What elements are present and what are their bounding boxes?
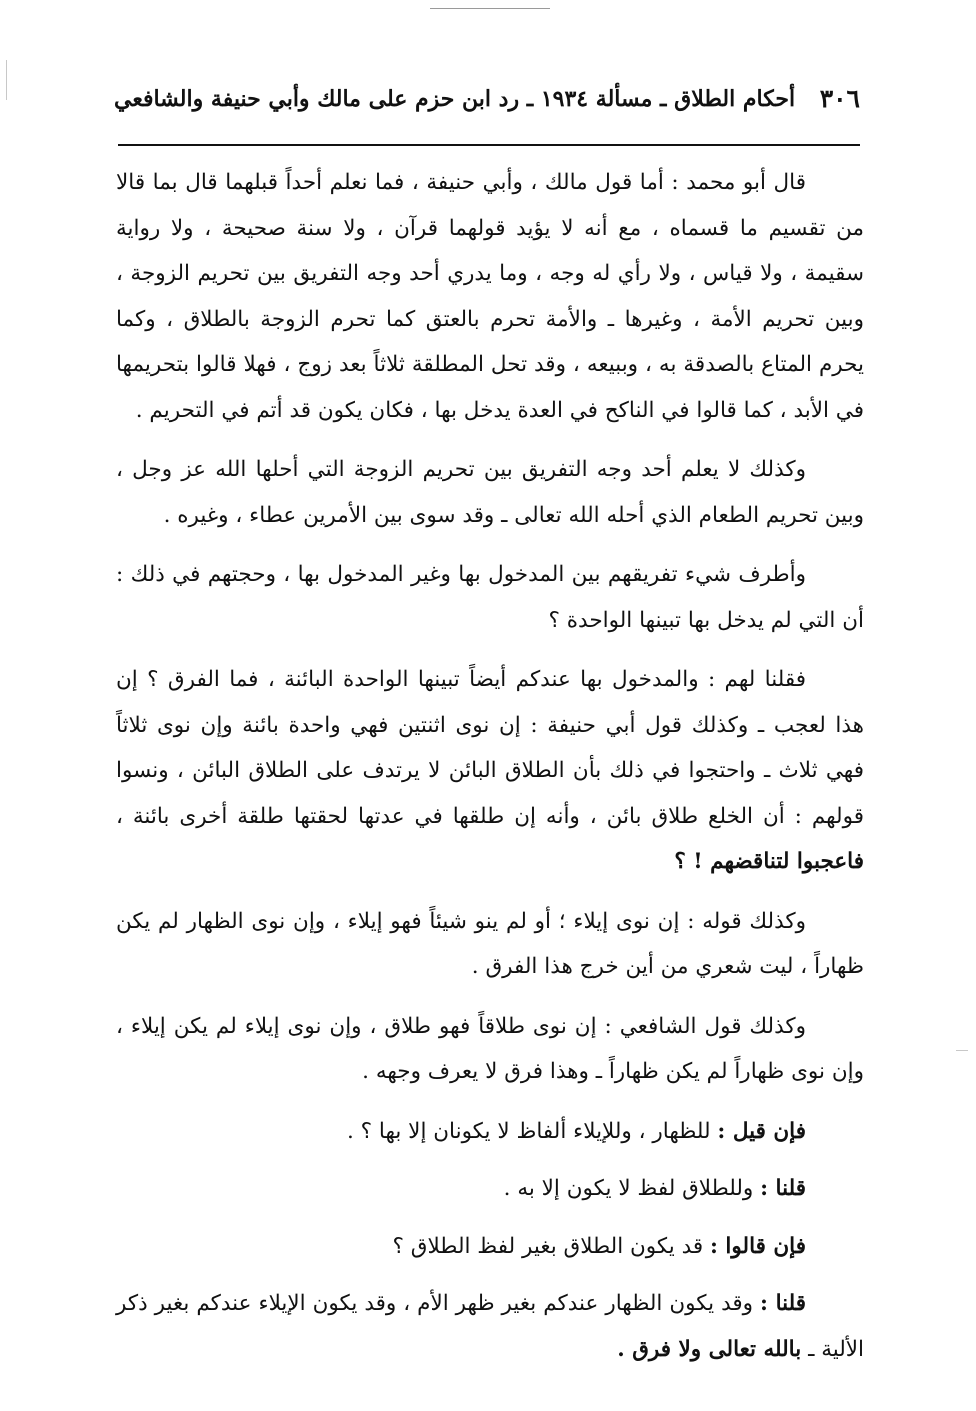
paragraph-reply-1 [116,1166,864,1212]
paragraph-text: قال أبو محمد : أما قول مالك ، وأبي حنيفة ، فما نعلم أحداً قبلهما قال بما قالا من تقسيم ما قسماه ، مع أنه لا يؤيد قولهما قرآن ، ولا سنة صحيحة ، ولا رواية سقيمة ، ولا قياس ، ولا رأي له وجه ، وما يدري أحد وجه التفريق بين تحريم الزوجة ، وبين تحريم الأمة ، وغيرها ـ والأمة تحرم بالعتق كما تحرم الزوجة بالطلاق ، وكما يحرم المتاع بالصدقة به ، وببيعه ، وقد تحل المطلقة ثلاثاً بعد زوج ، فهلا قالوا بتحريمها في الأبد ، كما قالوا في الناكح في العدة يدخل بها ، فكان يكون قد أتم في التحريم . [116,170,864,423]
paragraph-text: للظهار ، وللإيلاء ألفاظ لا يكونان إلا بها ؟ . [346,1118,711,1144]
paragraph-objection-2 [116,1224,864,1270]
paragraph-objection-1 [116,1109,864,1155]
paragraph-ibn-hazm-reply [116,160,864,433]
paragraph-text: وأطرف شيء تفريقهم بين المدخول بها وغير المدخول بها ، وحجتهم في ذلك : أن التي لم يدخل بها تبينها الواحدة ؟ [116,562,864,633]
paragraph-lead: قلنا : [760,1176,806,1201]
running-title: أحكام الطلاق ـ مسألة ١٩٣٤ ـ رد ابن حزم على مالك وأبي حنيفة والشافعي [114,86,796,112]
page-body [116,160,864,1386]
paragraph-text: وكذلك لا يعلم أحد وجه التفريق بين تحريم الزوجة التي أحلها الله عز وجل ، وبين تحريم الطعام الذي أحله الله تعالى ـ وقد سوى بين الأمرين عطاء ، وغيره . [116,457,864,528]
paragraph-shafii-view [116,1004,864,1095]
paragraph-reply-2 [116,1281,864,1372]
right-edge-mark [956,1050,968,1051]
paragraph-abu-hanifa-contradiction [116,657,864,885]
paragraph-text: وكذلك قول الشافعي : إن نوى طلاقاً فهو طلاق ، وإن نوى إيلاء لم يكن إيلاء ، وإن نوى ظهاراً لم يكن ظهاراً ـ وهذا فرق لا يعرف وجهه . [116,1013,864,1084]
page-number: ٣٠٦ [819,84,860,113]
paragraph-tahrim-comparison [116,447,864,538]
paragraph-lead: فإن قالوا : [710,1233,806,1259]
paragraph-bold-tail: بالله تعالى ولا فرق . [617,1336,802,1362]
page-header [114,84,860,128]
paragraph-lead: قلنا : [760,1291,806,1316]
left-edge-mark [6,60,7,100]
paragraph-text: قد يكون الطلاق بغير لفظ الطلاق ؟ [392,1233,704,1259]
top-edge-rule [430,8,550,9]
header-rule [118,144,860,146]
paragraph-bold-tail: فاعجبوا لتناقضهم ! ؟ [674,849,864,874]
paragraph-madkhul-distinction [116,552,864,643]
paragraph-ila-zihar [116,899,864,990]
paragraph-text: وللطلاق لفظ لا يكون إلا به . [503,1176,754,1201]
paragraph-text: وكذلك قوله : إن نوى إيلاء ؛ أو لم ينو شيئاً فهو إيلاء ، وإن نوى الظهار لم يكن ظهاراً ، ليت شعري من أين خرج هذا الفرق . [116,908,864,979]
paragraph-lead: فإن قيل : [717,1118,806,1144]
paragraph-text: وقد يكون الظهار عندكم بغير ظهر الأم ، وقد يكون الإيلاء عندكم بغير ذكر الألية ـ [116,1291,864,1362]
paragraph-text: فقلنا لهم : والمدخول بها عندكم أيضاً تبينها الواحدة البائنة ، فما الفرق ؟ إن هذا لعجب ـ وكذلك قول أبي حنيفة : إن نوى اثنتين فهي واحدة بائنة وإن نوى ثلاثاً فهي ثلاث ـ واحتجوا في ذلك بأن الطلاق البائن لا يرتدف على الطلاق البائن ، ونسوا قولهم : أن الخلع طلاق بائن ، وأنه إن طلقها في عدتها لحقتها طلقة أخرى بائنة ، [116,667,864,829]
